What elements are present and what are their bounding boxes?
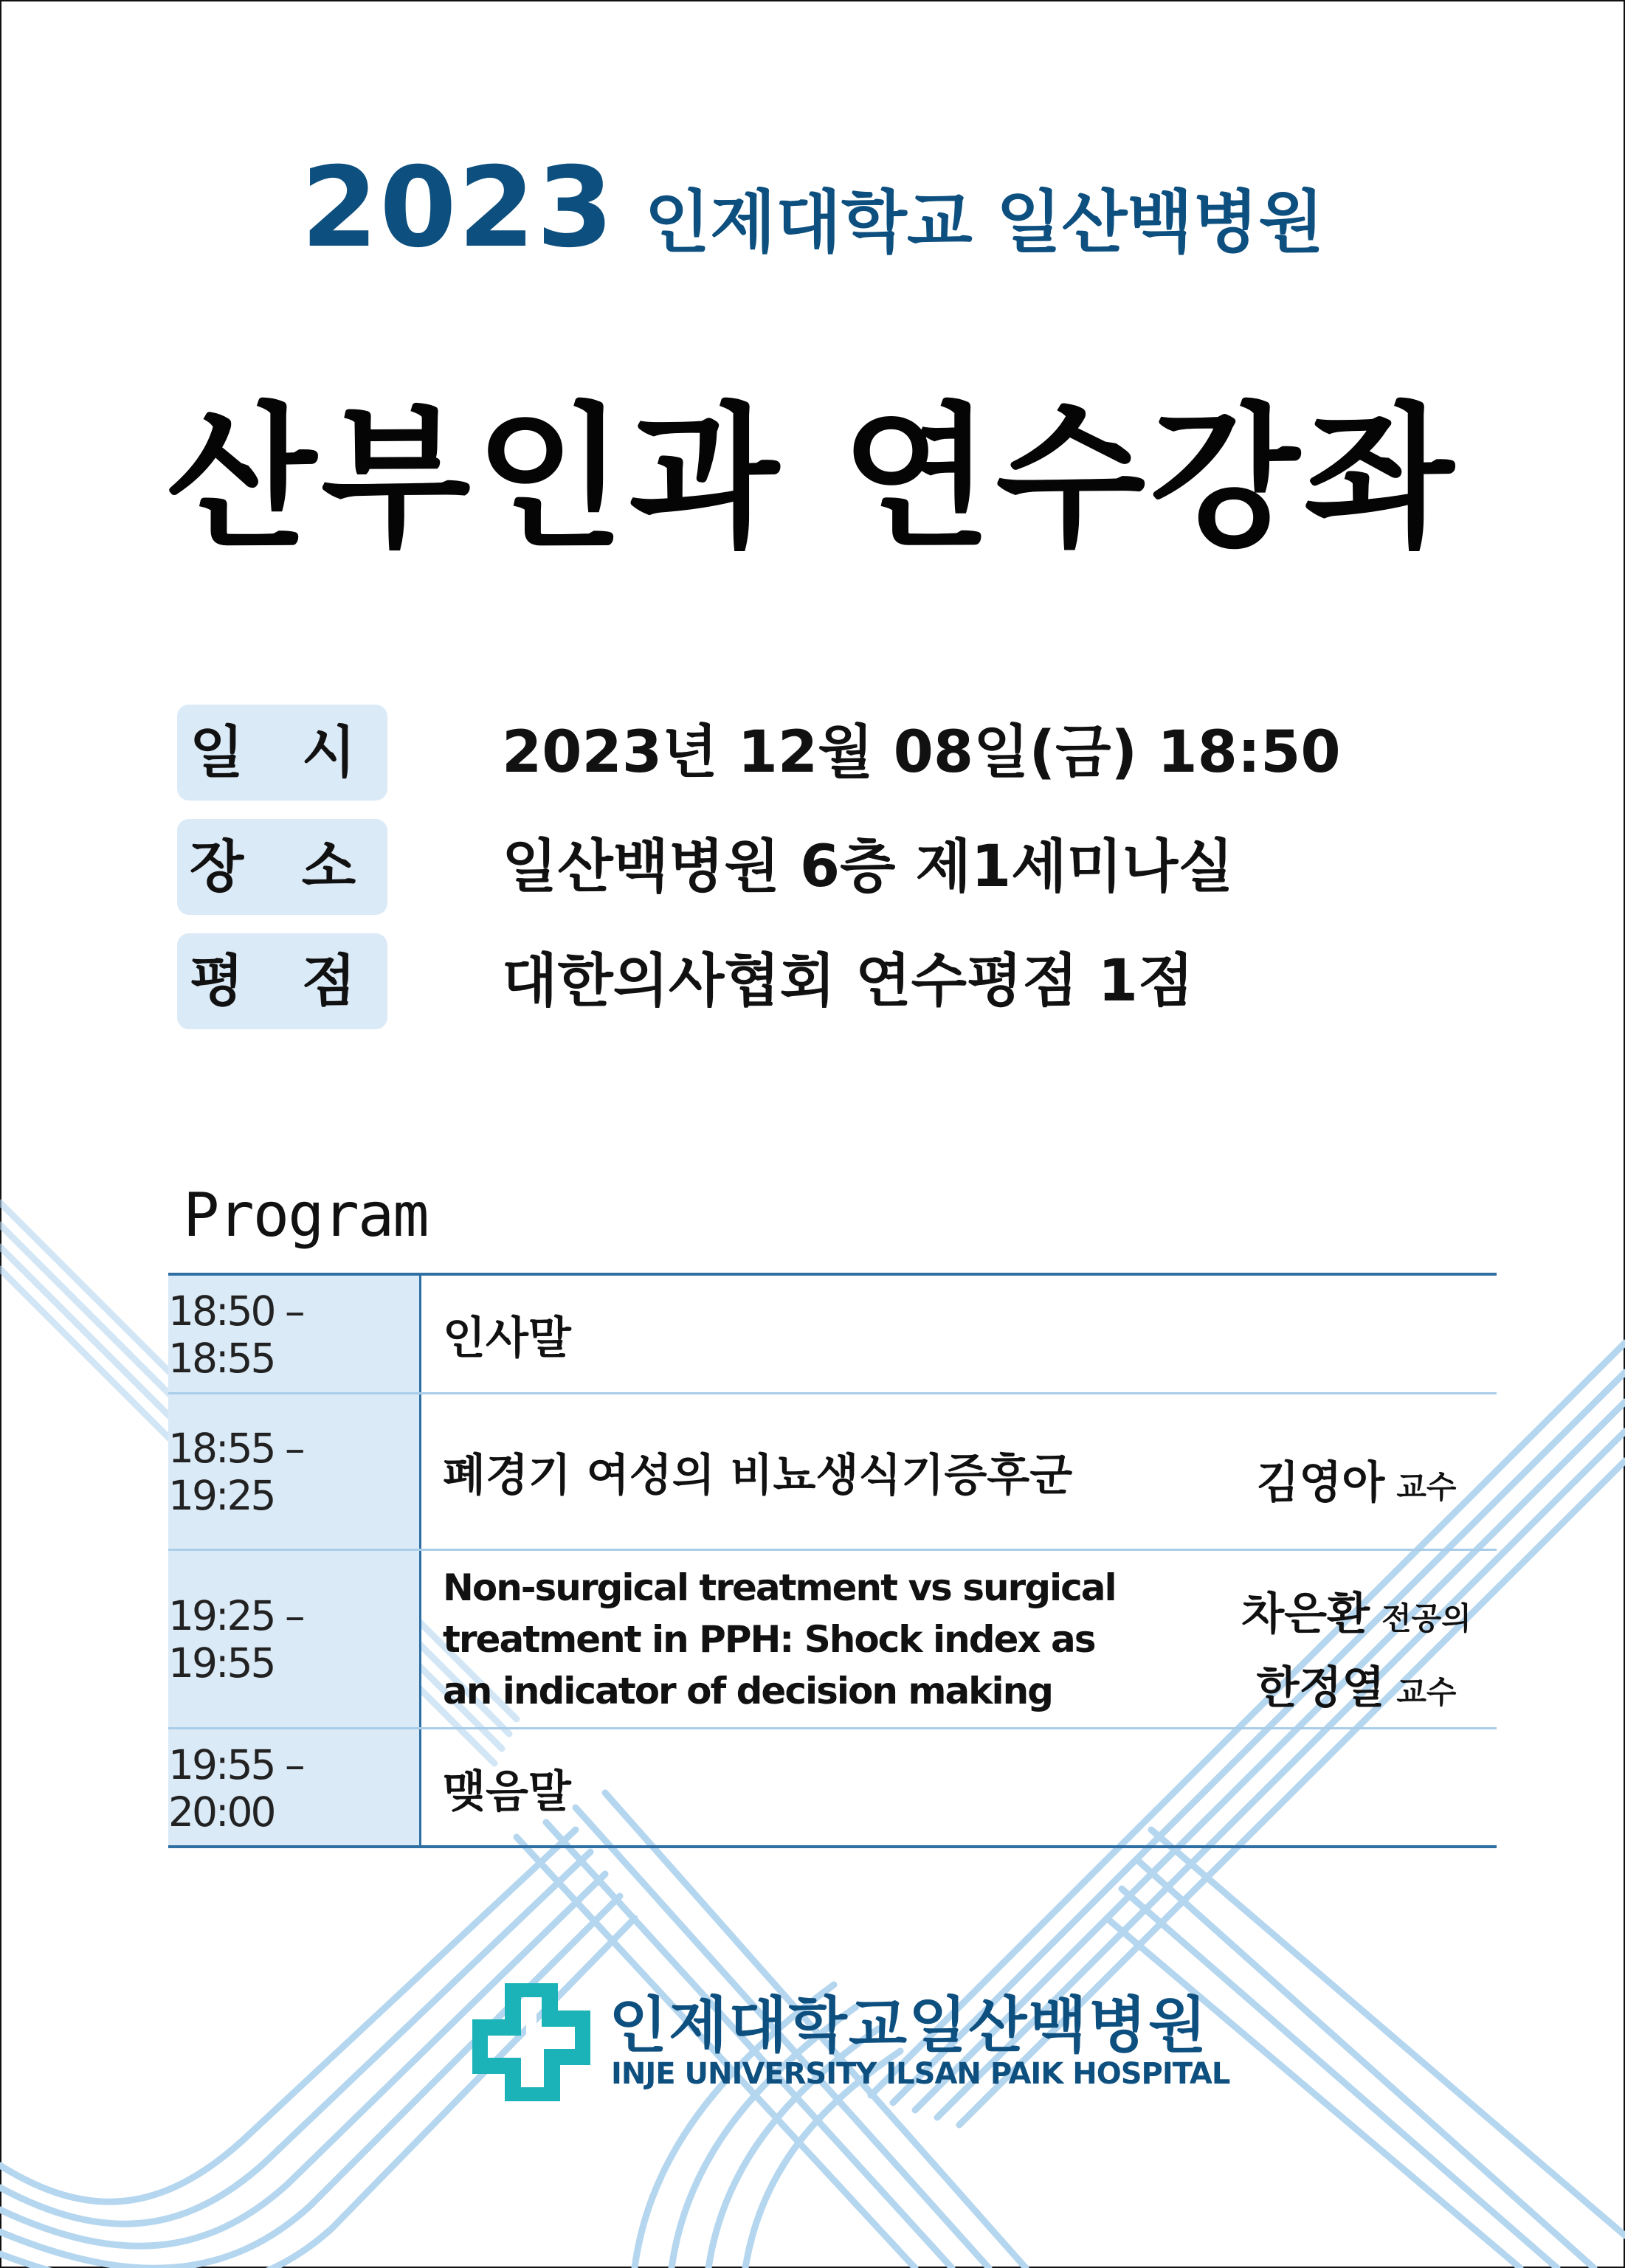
program-time: 18:50 – 18:55 [168, 1276, 419, 1394]
info-label-datetime: 일 시 [177, 705, 387, 801]
program-row [168, 1727, 1497, 1847]
program-row [168, 1549, 1497, 1728]
program-heading: Program [183, 1180, 428, 1251]
hospital-name-english: INJE UNIVERSITY ILSAN PAIK HOSPITAL [611, 2057, 1230, 2091]
program-time: 18:55 – 19:25 [168, 1394, 419, 1549]
table-divider [419, 1551, 421, 1728]
speaker-name: 한정열 [1256, 1662, 1385, 1714]
table-bottom-border [168, 1845, 1497, 1848]
program-speaker [1216, 1653, 1497, 1716]
program-row [168, 1273, 1497, 1394]
info-label-credits: 평 점 [177, 933, 387, 1029]
info-label-venue: 장 소 [177, 819, 387, 915]
program-speaker [1216, 1448, 1497, 1511]
organizer-name: 인제대학교 일산백병원 [644, 183, 1325, 262]
speaker-name: 김영아 [1256, 1457, 1385, 1509]
speaker-role: 교수 [1396, 1674, 1457, 1710]
organizer-title [0, 144, 1625, 272]
program-topic: 폐경기 여성의 비뇨생식기증후군 [443, 1450, 1073, 1501]
table-divider [419, 1276, 421, 1394]
program-time: 19:55 – 20:00 [168, 1729, 419, 1847]
hospital-name-korean: 인제대학교일산백병원 [609, 1991, 1209, 2061]
program-row [168, 1392, 1497, 1549]
speaker-name: 차은환 [1241, 1588, 1370, 1640]
info-value-credits: 대한의사협회 연수평점 1점 [502, 948, 1194, 1014]
event-title: 산부인과 연수강좌 [167, 388, 1458, 569]
program-speaker [1216, 1579, 1497, 1642]
medical-cross-logo-icon [472, 1983, 590, 2101]
info-value-venue: 일산백병원 6층 제1세미나실 [502, 834, 1234, 900]
program-topic: Non-surgical treatment vs surgical treatment in PPH: Shock index as an indicator of decision making [443, 1566, 1116, 1712]
hospital-logo [472, 1983, 1230, 2101]
program-topic: 맺음말 [443, 1766, 571, 1818]
info-value-datetime: 2023년 12월 08일(금) 18:50 [502, 719, 1341, 786]
program-topic: 인사말 [443, 1313, 571, 1364]
event-year: 2023 [300, 144, 615, 272]
program-time: 19:25 – 19:55 [168, 1551, 419, 1728]
speaker-role: 전공의 [1381, 1600, 1472, 1636]
table-divider [419, 1394, 421, 1549]
table-divider [419, 1729, 421, 1847]
speaker-role: 교수 [1396, 1469, 1457, 1505]
